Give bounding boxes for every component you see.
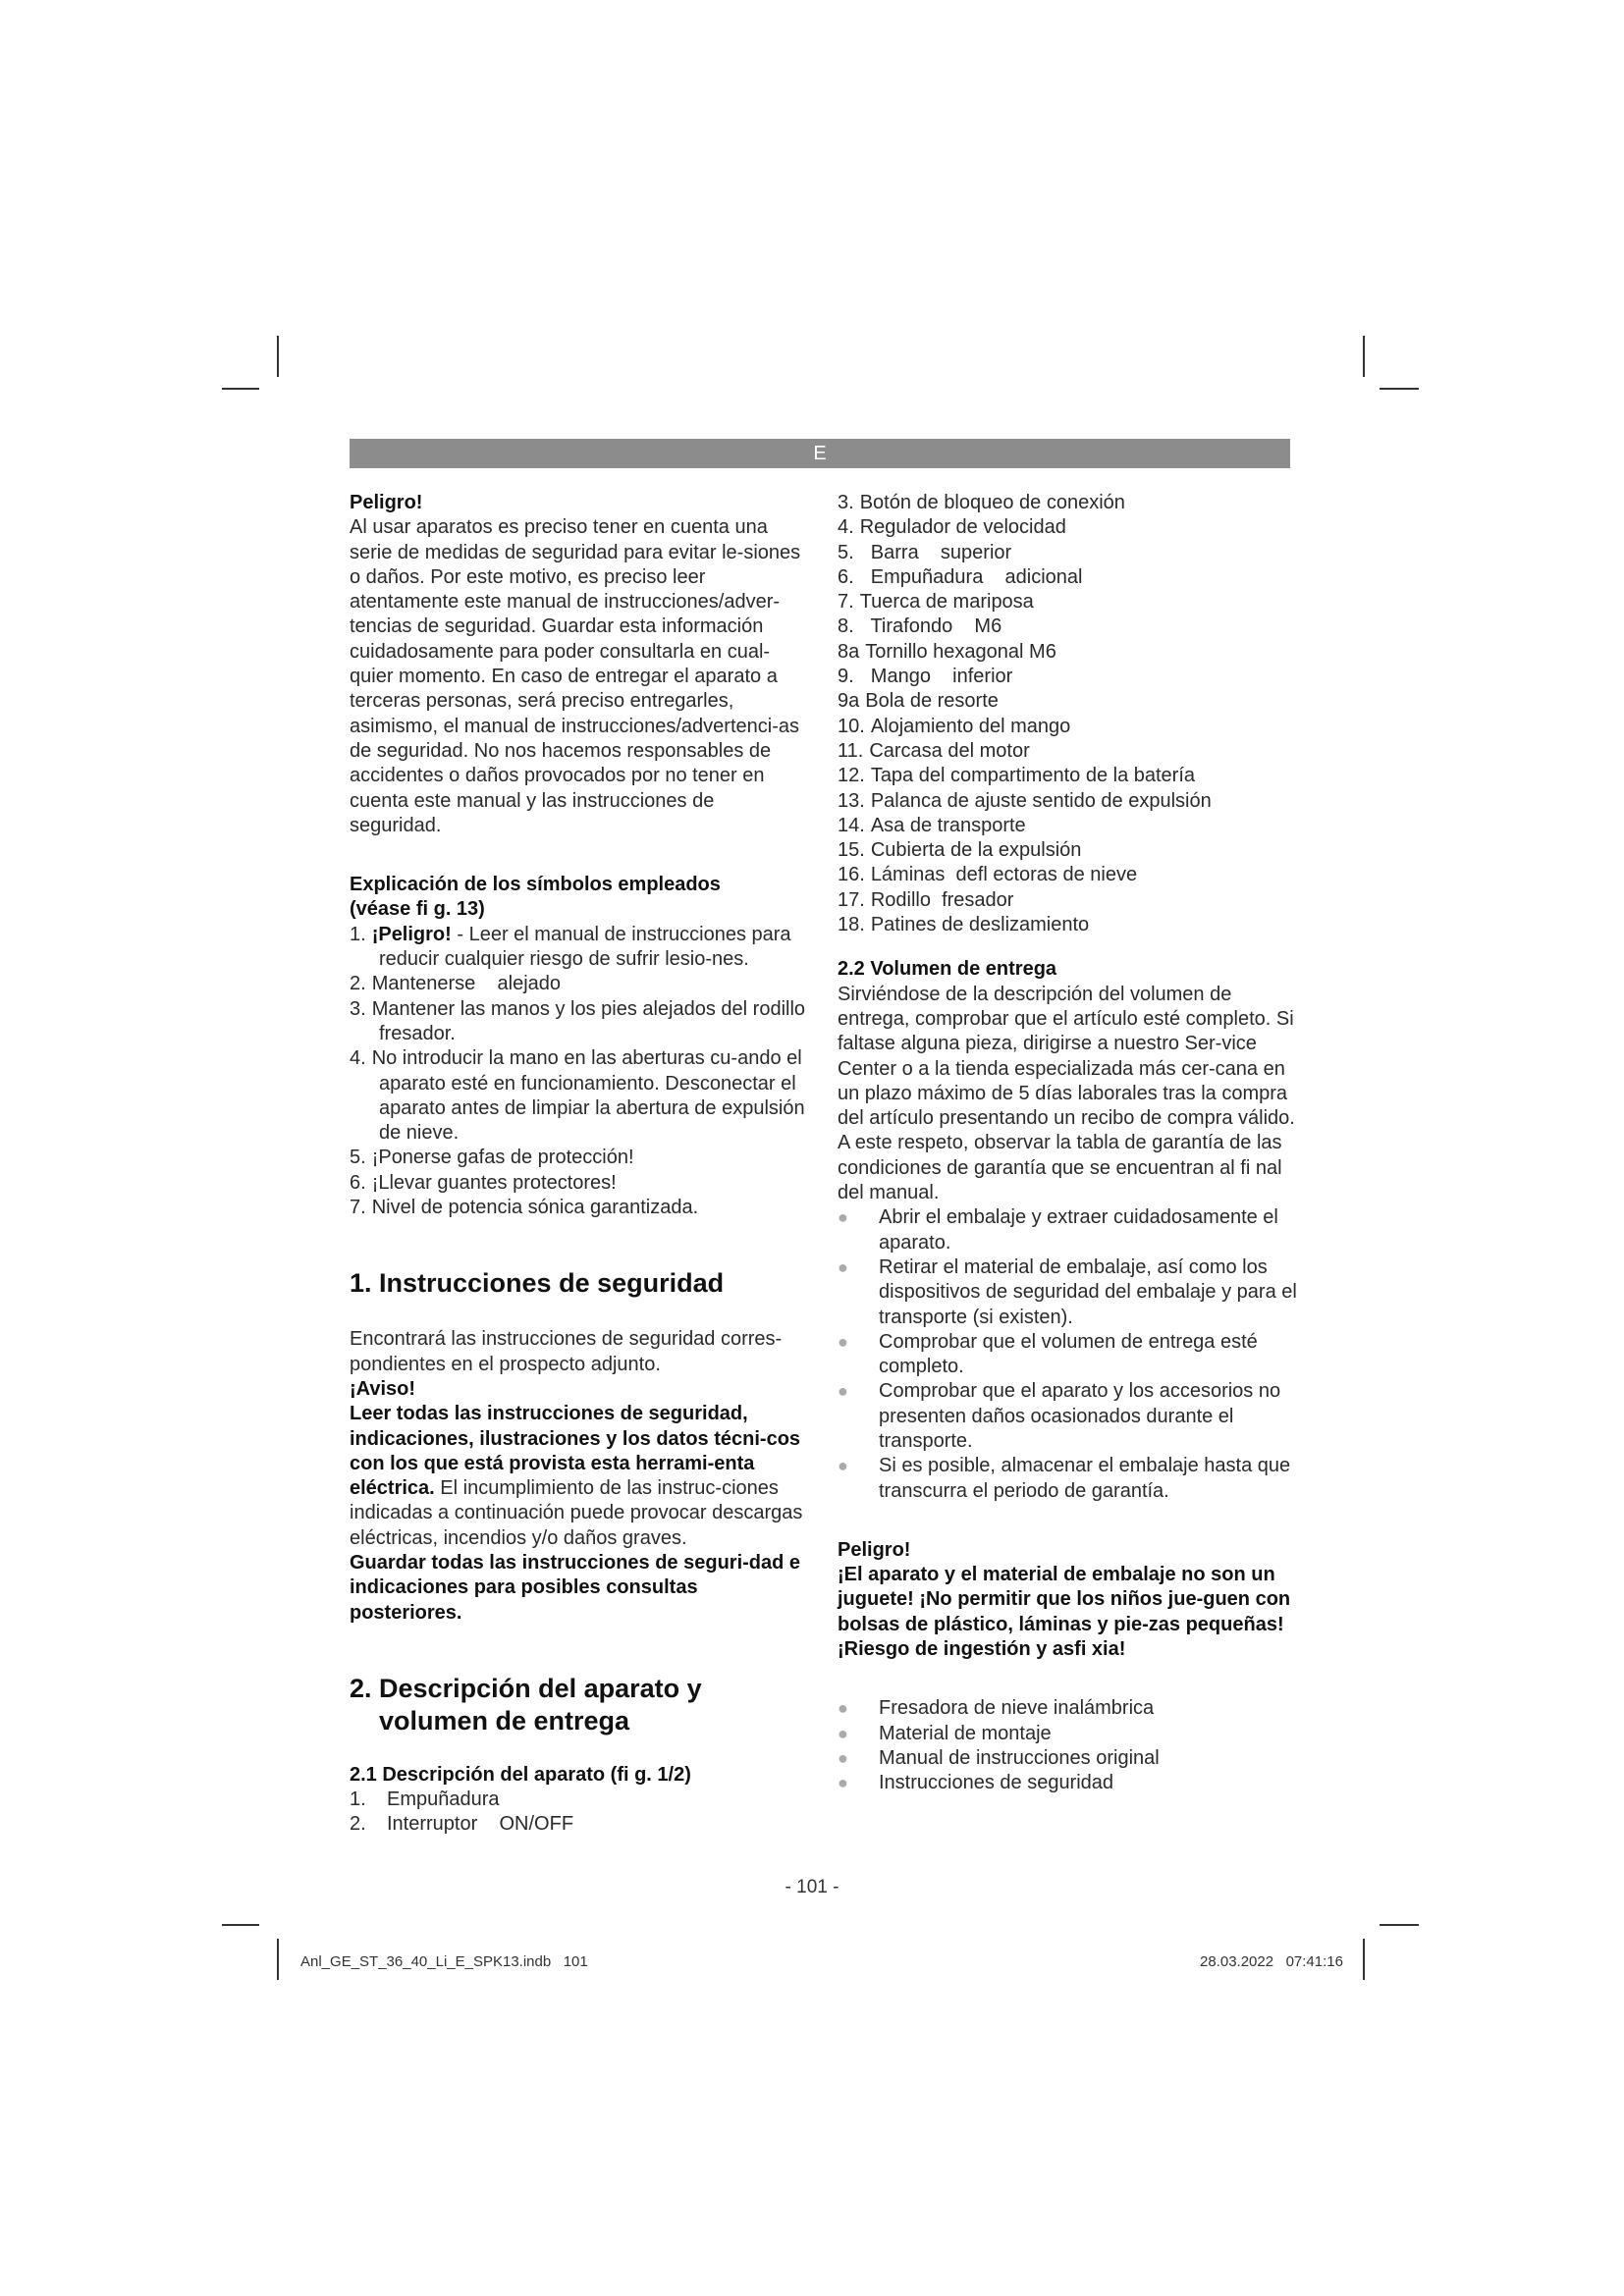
danger-paragraph: Al usar aparatos es preciso tener en cuenta una serie de medidas de seguridad para evitar le-siones o daños. Por este motivo, es preciso leer atentamente este manual de instrucciones/adver-tencias de seguridad. Guardar esta información cuidadosamente para poder consultarla en cual-quier momento. En caso de entregar el aparato a terceras personas, será preciso entregarles, asimismo, el manual de instrucciones/advertenci-as de seguridad. No nos hacemos responsables de accidentes o daños provocados por no tener en cuenta este manual y las instrucciones de seguridad.	[350, 516, 801, 836]
list-item: 17. Rodillo fresador	[838, 888, 1014, 911]
list-item: 7. Tuerca de mariposa	[838, 591, 1034, 614]
list-item: 10. Alojamiento del mango	[838, 715, 1071, 737]
crop-mark	[222, 388, 259, 390]
section-1-paragraph: Encontrará las instrucciones de seguridad corres-pondientes en el prospecto adjunto.	[350, 1328, 783, 1375]
list-item: 14. Asa de transporte	[838, 814, 1026, 836]
list-item: 8a Tornillo hexagonal M6	[838, 640, 1056, 663]
list-item: 8. Tirafondo M6	[838, 615, 1002, 638]
bullet-icon: ●	[838, 1256, 848, 1277]
crop-mark	[222, 1924, 259, 1926]
list-item: 5. Barra superior	[838, 541, 1012, 563]
list-item: 1. ¡Peligro! - Leer el manual de instrucciones para reducir cualquier riesgo de sufrir lesio-nes.	[350, 923, 791, 971]
crop-mark	[1363, 336, 1365, 377]
bullet-icon: ●	[838, 1773, 848, 1793]
list-item: 3. Botón de bloqueo de conexión	[838, 492, 1125, 513]
list-item: ● Abrir el embalaje y extraer cuidadosamente el aparato.	[838, 1206, 1278, 1254]
section-2-title: 2. Descripción del aparato y	[350, 1673, 702, 1703]
warning-paragraph: Leer todas las instrucciones de seguridad, indicaciones, ilustraciones y los datos técni-cos con los que está provista esta herrami-enta eléctrica. El incumplimiento de las instruc-ciones indicadas a continuación puede provocar descargas eléctricas, incendios y/o daños graves.	[350, 1403, 803, 1549]
crop-mark	[1380, 1924, 1419, 1926]
section-2-title-cont: volumen de entrega	[379, 1705, 630, 1735]
language-code: E	[813, 443, 827, 464]
list-item: 9a Bola de resorte	[838, 690, 999, 713]
crop-mark	[1363, 1939, 1365, 1980]
list-item: 15. Cubierta de la expulsión	[838, 839, 1082, 862]
list-item: ● Material de montaje	[838, 1722, 1299, 1746]
list-item: 18. Patines de deslizamiento	[838, 914, 1090, 936]
bullet-icon: ●	[838, 1456, 848, 1476]
delivery-list	[838, 1696, 1299, 1795]
list-item: 9. Mango inferior	[838, 666, 1013, 688]
list-item: ● Comprobar que el volumen de entrega esté completo.	[838, 1330, 1258, 1378]
list-item: ● Fresadora de nieve inalámbrica	[838, 1696, 1299, 1721]
list-item: ● Retirar el material de embalaje, así como los dispositivos de seguridad del embalaje y para el transporte (si existen).	[838, 1255, 1297, 1328]
list-item: ● Manual de instrucciones original	[838, 1746, 1299, 1771]
bullet-icon: ●	[838, 1723, 848, 1743]
bullet-icon: ●	[838, 1331, 848, 1352]
list-item: 2. Mantenerse alejado	[350, 973, 562, 995]
danger-heading-2: Peligro!	[838, 1538, 911, 1561]
crop-mark	[1380, 388, 1419, 390]
section-2-1-title: 2.1 Descripción del aparato (fi g. 1/2)	[350, 1763, 691, 1786]
footer-filename: Anl_GE_ST_36_40_Li_E_SPK13.indb 101	[300, 1953, 588, 1970]
list-item: 7. Nivel de potencia sónica garantizada.	[350, 1197, 699, 1219]
danger-heading: Peligro!	[350, 492, 423, 513]
list-item: ● Si es posible, almacenar el embalaje hasta que transcurra el periodo de garantía.	[838, 1455, 1291, 1502]
list-item: 4. Regulador de velocidad	[838, 516, 1066, 539]
bullet-icon: ●	[838, 1698, 848, 1719]
list-item: 2. Interruptor ON/OFF	[350, 1813, 574, 1836]
symbols-list	[350, 923, 811, 1221]
list-item: 6. ¡Llevar guantes protectores!	[350, 1171, 617, 1194]
bullet-icon: ●	[838, 1207, 848, 1228]
bullet-icon: ●	[838, 1747, 848, 1768]
crop-mark	[277, 1939, 279, 1980]
list-item: 5. ¡Ponerse gafas de protección!	[350, 1147, 634, 1169]
page-number: - 101 -	[785, 1877, 839, 1897]
bullet-icon: ●	[838, 1381, 848, 1402]
language-header-bar	[350, 439, 1290, 468]
checklist	[838, 1205, 1299, 1504]
list-item: 1. Empuñadura	[350, 1789, 500, 1811]
section-2-2-title: 2.2 Volumen de entrega	[838, 958, 1057, 981]
list-item: ● Instrucciones de seguridad	[838, 1771, 1299, 1795]
list-item: 16. Láminas defl ectoras de nieve	[838, 864, 1138, 886]
section-2-2-paragraph: Sirviéndose de la descripción del volumen de entrega, comprobar que el artículo esté completo. Si faltase alguna pieza, dirigirse a nuestro Ser-vice Center o a la tienda especializada más cer-cana en un plazo máximo de 5 días laborales tras la compra del artículo presentando un recibo de compra válido. A este respeto, observar la tabla de garantía de las condiciones de garantía que se encuentran al fi nal del manual.	[838, 983, 1295, 1204]
footer-datetime: 28.03.2022 07:41:16	[1200, 1953, 1343, 1970]
list-item: ● Comprobar que el aparato y los accesorios no presenten daños ocasionados durante el transporte.	[838, 1380, 1281, 1452]
list-item: 4. No introducir la mano en las aberturas cu-ando el aparato esté en funcionamiento. Desconectar el aparato antes de limpiar la abertura de expulsión de nieve.	[350, 1047, 805, 1145]
left-column	[350, 491, 811, 1838]
crop-mark	[277, 336, 279, 377]
warning-heading: ¡Aviso!	[350, 1377, 416, 1400]
list-item: 11. Carcasa del motor	[838, 739, 1030, 762]
danger-paragraph-2: ¡El aparato y el material de embalaje no son un juguete! ¡No permitir que los niños jue-guen con bolsas de plástico, láminas y pie-zas pequeñas! ¡Riesgo de ingestión y asfi xia!	[838, 1564, 1291, 1661]
right-column	[838, 491, 1299, 1796]
list-item: 13. Palanca de ajuste sentido de expulsión	[838, 789, 1212, 812]
section-1-title: 1. Instrucciones de seguridad	[350, 1268, 725, 1299]
symbols-heading-ref: (véase fi g. 13)	[350, 898, 485, 921]
list-item: 12. Tapa del compartimento de la batería	[838, 765, 1196, 787]
list-item: 6. Empuñadura adicional	[838, 565, 1083, 588]
list-item: 3. Mantener las manos y los pies alejados del rodillo fresador.	[350, 997, 806, 1044]
warning-keep-paragraph: Guardar todas las instrucciones de seguri-dad e indicaciones para posibles consultas posteriores.	[350, 1551, 801, 1624]
symbols-heading: Explicación de los símbolos empleados	[350, 874, 721, 896]
parts-list	[838, 491, 1299, 937]
